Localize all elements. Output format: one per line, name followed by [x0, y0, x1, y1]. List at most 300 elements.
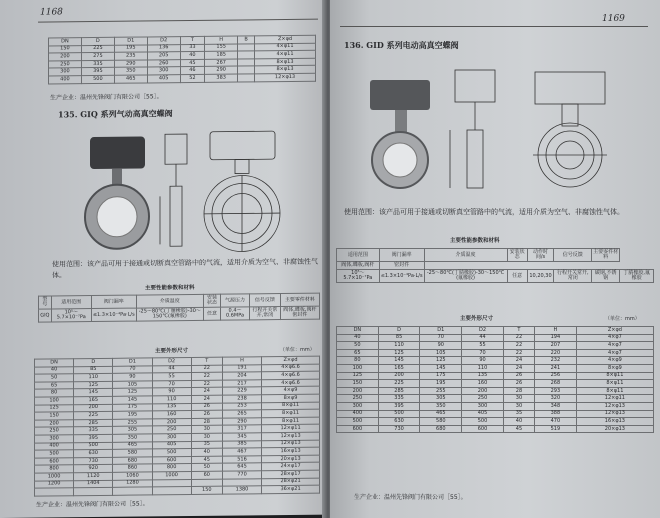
section-title: 135. GIQ 系列气动高真空蝶阀 — [58, 108, 173, 120]
table-cell: 470 — [535, 418, 577, 426]
table-cell: 丁腈橡胶,氟橡胶 — [620, 270, 654, 283]
table-cell: 260 — [147, 59, 180, 67]
table-cell: 275 — [81, 52, 114, 60]
valve-drawing — [70, 125, 310, 258]
table-cell: 175 — [420, 372, 462, 380]
table-cell: 253 — [222, 402, 261, 410]
table-cell: 405 — [147, 75, 180, 83]
table-cell: 317 — [222, 425, 261, 433]
dimension-table — [336, 326, 654, 433]
table-cell: 345 — [222, 433, 261, 441]
table-cell: 12×φ13 — [255, 73, 316, 81]
producer-note: 生产企业：温州先锋阀门有限公司［55］。 — [50, 93, 163, 102]
table-cell: 4×φ6.6 — [262, 364, 320, 372]
header-rule — [38, 19, 318, 23]
table-cell: -25～80℃(丁腈橡胶)-30～150℃(氟橡胶) — [424, 270, 507, 283]
table-cell: 阀门漏率 — [379, 249, 424, 262]
table-cell: 22 — [503, 349, 534, 357]
table-cell: 40 — [503, 418, 534, 426]
page-number: 1169 — [602, 14, 625, 24]
table-cell: 1380 — [222, 486, 261, 494]
table-cell: 250 — [35, 427, 74, 435]
table-cell: 动作时间/s — [527, 249, 554, 262]
table-cell: 125 — [378, 349, 420, 357]
table-cell: 125 — [337, 372, 379, 380]
table-cell: T — [180, 36, 205, 44]
table-cell: 100 — [337, 364, 379, 372]
table-cell: 12×φ11 — [262, 424, 320, 432]
table-cell: 50 — [337, 342, 379, 350]
table-cell: 70 — [420, 334, 462, 342]
table-cell: 500 — [35, 450, 74, 458]
table-cell: 195 — [114, 45, 147, 53]
table-cell: 8×φ9 — [262, 394, 320, 402]
dim-unit: （单位：mm） — [605, 316, 640, 322]
table-cell: DN — [35, 359, 74, 367]
table-cell: 22 — [191, 372, 222, 380]
table-cell: 125 — [74, 381, 113, 389]
header-rule — [340, 26, 648, 27]
table-cell: 285 — [378, 387, 420, 395]
table-cell: 194 — [535, 334, 577, 342]
performance-table — [336, 248, 654, 283]
table-cell: Z×φd — [262, 356, 320, 364]
table-cell: 55 — [462, 342, 504, 350]
table-cell: H — [535, 327, 577, 335]
table-cell: 385 — [222, 440, 261, 448]
table-cell: 10,20,30 — [527, 270, 554, 283]
table-cell: 80 — [35, 389, 74, 397]
table-cell: 300 — [147, 67, 180, 75]
table-cell: 16×φ13 — [262, 447, 320, 455]
table-cell: 800 — [35, 465, 74, 473]
table-cell: 600 — [462, 425, 504, 433]
table-cell: 350 — [114, 67, 147, 75]
table-cell: 28×φ21 — [262, 478, 320, 486]
table-cell: 12×φ13 — [576, 410, 653, 418]
table-cell: 35 — [503, 410, 534, 418]
table-cell: 4×φ6.6 — [262, 371, 320, 379]
table-cell: 1000 — [152, 471, 191, 479]
table-cell: 250 — [49, 60, 82, 68]
table-cell: D2 — [462, 327, 504, 335]
table-row — [337, 364, 654, 372]
table-cell: 500 — [337, 418, 379, 426]
dim-unit: （单位：mm） — [280, 346, 315, 354]
valve-photo — [85, 136, 149, 249]
table-row — [337, 349, 654, 357]
table-cell: 8×φ11 — [262, 402, 320, 410]
table-cell: 680 — [113, 457, 152, 465]
table-cell: 1280 — [113, 479, 152, 487]
table-cell: 465 — [114, 75, 147, 83]
table-cell: 10⁵～5.7×10⁻⁷Pa — [51, 309, 91, 322]
table-cell: 26 — [191, 410, 222, 418]
table-cell: 30 — [503, 395, 534, 403]
table-cell: 28 — [191, 418, 222, 426]
table-cell: 30 — [191, 426, 222, 434]
table-cell: 204 — [222, 372, 261, 380]
table-cell: 580 — [113, 449, 152, 457]
table-cell: 290 — [114, 60, 147, 68]
table-cell: 26 — [191, 403, 222, 411]
scope-text: 使用范围：该产品可用于接通或切断真空管路中的气流，适用介质为空气、非腐蚀性气体。 — [344, 208, 624, 216]
table-cell: 85 — [378, 334, 420, 342]
table-cell: 400 — [337, 410, 379, 418]
right-page — [330, 0, 660, 518]
table-cell: 238 — [222, 395, 261, 403]
footer-note: 生产企业：温州先锋阀门有限公司［55］。 — [354, 494, 467, 501]
table-cell: 密封件 — [379, 262, 424, 270]
table-cell: Z×φd — [255, 35, 316, 43]
table-cell: 467 — [222, 448, 261, 456]
table-cell: 45 — [191, 456, 222, 464]
table-cell: 250 — [337, 395, 379, 403]
table-cell: 10⁵～5.7×10⁻⁷Pa — [337, 270, 380, 283]
table-cell: 20×φ13 — [262, 455, 320, 463]
table-row — [337, 387, 654, 395]
table-cell: 200 — [152, 418, 191, 426]
table-cell: Z×φd — [576, 327, 653, 335]
table-cell: 200 — [378, 372, 420, 380]
table-cell: 12×φ11 — [576, 395, 653, 403]
table-cell: 267 — [205, 59, 238, 67]
table-cell: 465 — [420, 410, 462, 418]
top-table — [48, 35, 316, 84]
page-number: 1168 — [40, 7, 63, 18]
table-cell — [35, 488, 74, 496]
table-cell: 安装状态 — [507, 249, 527, 262]
table-cell: 80 — [337, 357, 379, 365]
front-view-drawing — [533, 72, 607, 187]
table-cell: 175 — [113, 403, 152, 411]
table-cell: 255 — [113, 419, 152, 427]
table-cell: 碳钢,不锈钢 — [592, 270, 620, 283]
table-cell: 8×φ11 — [576, 372, 653, 380]
table-cell: 600 — [152, 456, 191, 464]
table-cell: 600 — [35, 457, 74, 465]
table-cell: 90 — [152, 388, 191, 396]
table-cell: 268 — [535, 380, 577, 388]
table-cell: 40 — [180, 52, 205, 60]
table-cell: 285 — [74, 419, 113, 427]
table-cell: 150 — [35, 412, 74, 420]
table-cell: 405 — [462, 410, 504, 418]
table-cell: 8×φ9 — [576, 364, 653, 372]
table-cell: 1120 — [74, 472, 113, 480]
table-cell: T — [503, 327, 534, 335]
table-cell: 220 — [535, 349, 577, 357]
table-cell: 90 — [113, 373, 152, 381]
table-cell: D1 — [113, 358, 152, 366]
table-cell: 225 — [81, 45, 114, 53]
table-cell: 500 — [74, 442, 113, 450]
table-cell: 行程开关常开,常闭 — [250, 307, 281, 320]
table-cell: 信号反馈 — [250, 294, 281, 307]
table-cell: 70 — [113, 366, 152, 374]
table-cell: H — [222, 357, 261, 365]
table-cell: ≤1.3×10⁻⁴Pa·L/s — [379, 270, 424, 283]
table-header-row — [337, 327, 654, 335]
table-cell — [238, 66, 255, 74]
table-cell: 4×φ9 — [576, 357, 653, 365]
table-cell: B — [238, 36, 255, 44]
table-cell: -25～80℃(丁腈橡胶)-30～150℃(氟橡胶) — [136, 307, 203, 321]
table-cell: 519 — [535, 425, 577, 433]
table-cell: 型号 — [39, 296, 52, 309]
table-cell: 165 — [74, 396, 113, 404]
table-cell: 305 — [113, 426, 152, 434]
table-cell: 4×φ7 — [576, 334, 653, 342]
table-cell: 265 — [222, 410, 261, 418]
table-cell: 135 — [462, 372, 504, 380]
table-cell: 300 — [152, 433, 191, 441]
table-cell: 85 — [74, 366, 113, 374]
table-cell: 110 — [152, 395, 191, 403]
table-cell: 16×φ13 — [576, 418, 653, 426]
table-cell: 0.4～0.6MPa — [221, 307, 250, 320]
table-cell: 70 — [462, 349, 504, 357]
table-cell: 30 — [503, 402, 534, 410]
table-cell: 22 — [503, 334, 534, 342]
table-cell: 50 — [35, 374, 74, 382]
table-cell: 580 — [420, 418, 462, 426]
table-cell: 行程开关常开,常闭 — [554, 270, 592, 283]
table-cell: 8×φ11 — [576, 380, 653, 388]
table-cell: 90 — [462, 357, 504, 365]
table-cell: 1060 — [113, 472, 152, 480]
table-cell: 135 — [152, 403, 191, 411]
table-cell: 30 — [191, 433, 222, 441]
table-cell: 45 — [503, 425, 534, 433]
table-cell: 90 — [420, 342, 462, 350]
table-cell: 28×φ17 — [262, 470, 320, 478]
table-cell: 320 — [535, 395, 577, 403]
table-cell: 气源压力 — [221, 294, 250, 307]
table-row — [337, 342, 654, 350]
table-cell: 4×φ11 — [255, 50, 316, 58]
table-cell: 50 — [191, 463, 222, 471]
table-cell: 500 — [81, 75, 114, 83]
table-cell: 645 — [222, 463, 261, 471]
table-row — [337, 410, 654, 418]
table-cell: 12×φ13 — [262, 432, 320, 440]
table-cell: 1404 — [74, 480, 113, 488]
table-cell: 20×φ13 — [576, 425, 653, 433]
table-cell: D1 — [420, 327, 462, 335]
table-cell: 920 — [74, 465, 113, 473]
table-cell: 155 — [205, 44, 238, 52]
table-cell: 300 — [49, 68, 82, 76]
table-cell: 395 — [74, 434, 113, 442]
table-cell: 45 — [180, 59, 205, 67]
table-cell: 800 — [152, 464, 191, 472]
table-cell: 217 — [222, 380, 261, 388]
table-cell: 200 — [74, 404, 113, 412]
table-cell: D — [81, 37, 114, 45]
table-cell: 350 — [420, 402, 462, 410]
table-cell: 630 — [378, 418, 420, 426]
table-cell: 8×φ11 — [262, 409, 320, 417]
table-cell: 24 — [503, 357, 534, 365]
table-cell: 348 — [535, 402, 577, 410]
table-cell: 任意 — [203, 307, 220, 320]
table-cell: 730 — [74, 457, 113, 465]
table-cell: 阀体,蝶板,阀杆 — [337, 262, 380, 270]
table-cell: 105 — [420, 349, 462, 357]
table-cell: 335 — [74, 427, 113, 435]
table-cell: 22 — [503, 342, 534, 350]
footer-note: 生产企业：温州先锋阀门有限公司［55］。 — [36, 500, 149, 509]
table-cell: 405 — [152, 441, 191, 449]
table-cell: 适用范围 — [337, 249, 380, 262]
table-cell: 24 — [191, 388, 222, 396]
table-cell: DN — [337, 327, 379, 335]
table-cell: 185 — [205, 51, 238, 59]
table-cell: 150 — [337, 380, 379, 388]
table-cell: 1200 — [35, 480, 74, 488]
table-cell: 22 — [191, 380, 222, 388]
table-row — [337, 270, 654, 283]
table-cell: 4×φ11 — [255, 43, 316, 51]
table-cell: 110 — [462, 364, 504, 372]
dimension-table — [34, 356, 320, 497]
table-cell: 60 — [191, 471, 222, 479]
table-cell: 305 — [420, 395, 462, 403]
table-cell: 阀体,蝶板,阀杆 密封件 — [280, 306, 319, 319]
side-view-drawing — [160, 134, 187, 246]
table-row — [337, 334, 654, 342]
table-cell: 680 — [420, 425, 462, 433]
scope-text: 使用范围：该产品可用于接通或切断真空管路中的气流，适用介质为空气、非腐蚀性气体。 — [52, 257, 318, 280]
table-cell: 770 — [222, 471, 261, 479]
table-row — [337, 395, 654, 403]
table-cell: 255 — [420, 387, 462, 395]
table-cell: 200 — [49, 53, 82, 61]
table-cell: 26 — [503, 380, 534, 388]
table-cell: 适用范围 — [51, 296, 91, 309]
table-cell: 383 — [205, 74, 238, 82]
table-cell: 12×φ13 — [262, 440, 320, 448]
dim-caption: 主要外形尺寸 — [155, 348, 189, 355]
table-cell: 200 — [35, 419, 74, 427]
table-cell: 195 — [113, 411, 152, 419]
table-cell: 195 — [420, 380, 462, 388]
table-cell: D2 — [147, 37, 180, 45]
table-cell — [238, 74, 255, 82]
table-cell: 500 — [378, 410, 420, 418]
table-cell: 44 — [152, 365, 191, 373]
table-cell: 44 — [462, 334, 504, 342]
table-cell — [238, 59, 255, 67]
table-cell: 125 — [420, 357, 462, 365]
table-row — [337, 357, 654, 365]
table-cell: 350 — [113, 434, 152, 442]
table-cell: D1 — [114, 37, 147, 45]
table-cell: 191 — [222, 364, 261, 372]
table-header-row — [337, 249, 654, 262]
table-cell: 205 — [147, 52, 180, 60]
table-cell: 110 — [74, 374, 113, 382]
table-cell: 300 — [337, 402, 379, 410]
table-cell: D2 — [152, 357, 191, 365]
table-cell: 290 — [222, 418, 261, 426]
table-cell: 阀门漏率 — [91, 295, 136, 308]
table-cell: 232 — [535, 357, 577, 365]
table-cell: 40 — [191, 448, 222, 456]
table-cell — [238, 51, 255, 59]
table-cell: 4×φ7 — [576, 342, 653, 350]
dim-caption: 主要外形尺寸 — [460, 316, 494, 322]
table-cell: 630 — [74, 449, 113, 457]
table-row — [337, 380, 654, 388]
table-cell: 388 — [535, 410, 577, 418]
table-cell: 28 — [503, 387, 534, 395]
table-cell: 110 — [378, 342, 420, 350]
table-cell: 12×φ13 — [576, 402, 653, 410]
table-header-row — [337, 262, 654, 270]
table-cell: 22 — [191, 365, 222, 373]
table-cell: 4×φ7 — [576, 349, 653, 357]
table-cell: 介质温度 — [424, 249, 507, 262]
table-cell: 1000 — [35, 473, 74, 481]
table-cell: 信号反馈 — [554, 249, 592, 262]
table-cell: 4×φ9 — [262, 387, 320, 395]
table-cell: 40 — [35, 366, 74, 374]
table-cell: 24 — [503, 364, 534, 372]
table-cell — [238, 43, 255, 51]
table-cell: DN — [49, 38, 82, 46]
table-cell: 860 — [113, 464, 152, 472]
table-cell: 225 — [378, 380, 420, 388]
table-cell: 任意 — [507, 270, 527, 283]
table-cell: 207 — [535, 342, 577, 350]
perf-caption: 主要性能参数和材料 — [450, 238, 500, 244]
table-cell: 229 — [222, 387, 261, 395]
table-cell: 8×φ11 — [262, 417, 320, 425]
table-cell: 46 — [180, 67, 205, 75]
table-cell: 500 — [152, 449, 191, 457]
front-view-drawing — [204, 131, 280, 252]
table-cell: 安装状态 — [203, 294, 220, 307]
table-cell: 395 — [81, 68, 114, 76]
table-cell: 465 — [113, 441, 152, 449]
table-cell: 65 — [35, 382, 74, 390]
table-cell: 160 — [462, 380, 504, 388]
table-cell: 335 — [378, 395, 420, 403]
table-cell: 290 — [205, 66, 238, 74]
table-cell: 70 — [152, 380, 191, 388]
table-cell: 516 — [222, 455, 261, 463]
side-view-drawing — [450, 70, 495, 188]
table-cell: 24 — [191, 395, 222, 403]
table-cell: 241 — [535, 364, 577, 372]
table-cell: 125 — [113, 388, 152, 396]
table-cell: 225 — [74, 411, 113, 419]
performance-table — [38, 293, 320, 323]
table-cell: 256 — [535, 372, 577, 380]
table-row — [337, 418, 654, 426]
table-cell: 500 — [462, 418, 504, 426]
table-cell: 65 — [337, 349, 379, 357]
table-cell: 8×φ13 — [255, 66, 316, 74]
table-cell: 24×φ17 — [262, 462, 320, 470]
table-cell: 250 — [152, 426, 191, 434]
table-cell: 主要零件材料 — [593, 249, 619, 260]
table-cell: 600 — [337, 425, 379, 433]
table-row — [49, 73, 316, 83]
table-cell: 40 — [337, 334, 379, 342]
